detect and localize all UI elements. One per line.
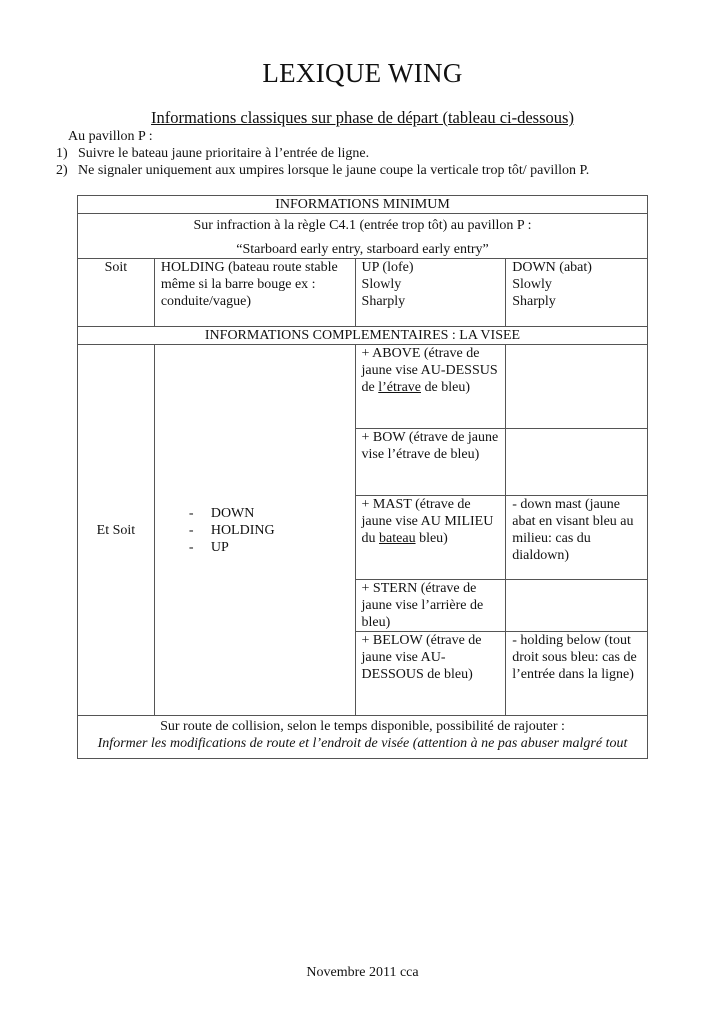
mast-cell: + MAST (étrave de jaune vise AU MILIEU du bateau bleu)	[355, 496, 506, 580]
stern-note	[506, 580, 648, 632]
collision-cell	[78, 716, 648, 759]
intro-text: Au pavillon P :	[68, 129, 153, 144]
et-soit-label: Et Soit	[78, 345, 155, 716]
mast-note: - down mast (jaune abat en visant bleu au milieu: cas du dialdown)	[506, 496, 648, 580]
infraction-call: “Starboard early entry, starboard early entry”	[236, 242, 489, 257]
collision-advice: Informer les modifications de route et l’endroit de visée (attention à ne pas abuser malgré tout	[97, 736, 628, 751]
list-item-down: - DOWN	[189, 505, 349, 522]
list-number: 2)	[56, 163, 68, 178]
direction-list	[161, 505, 349, 556]
subtitle: Informations classiques sur phase de départ (tableau ci-dessous)	[151, 108, 574, 127]
bow-note	[506, 429, 648, 496]
below-note: - holding below (tout droit sous bleu: cas de l’entrée dans la ligne)	[506, 632, 648, 716]
above-cell: + ABOVE (étrave de jaune vise AU-DESSUS de l’étrave de bleu)	[355, 345, 506, 429]
soit-label: Soit	[78, 259, 155, 327]
stern-cell: + STERN (étrave de jaune vise l’arrière de bleu)	[355, 580, 506, 632]
lexique-table	[77, 195, 648, 759]
up-sharply: Sharply	[361, 294, 406, 309]
up-slowly: Slowly	[361, 277, 402, 292]
down-sharply: Sharply	[512, 294, 556, 309]
direction-cell	[154, 345, 355, 716]
instruction-list	[56, 145, 589, 179]
list-text: Ne signaler uniquement aux umpires lorsque le jaune coupe la verticale trop tôt/ pavillon P.	[78, 163, 590, 178]
list-number: 1)	[56, 146, 68, 161]
up-cell	[355, 259, 506, 327]
infraction-rule: Sur infraction à la règle C4.1 (entrée trop tôt) au pavillon P :	[193, 218, 532, 233]
bow-cell: + BOW (étrave de jaune vise l’étrave de bleu)	[355, 429, 506, 496]
page-title: LEXIQUE WING	[262, 58, 463, 88]
header-complementaires: INFORMATIONS COMPLEMENTAIRES : LA VISEE	[78, 327, 648, 345]
header-minimum: INFORMATIONS MINIMUM	[78, 196, 648, 214]
below-cell: + BELOW (étrave de jaune vise AU-DESSOUS de bleu)	[355, 632, 506, 716]
page-footer: Novembre 2011 cca	[306, 965, 419, 980]
list-item	[56, 145, 589, 162]
list-item-holding: - HOLDING	[189, 522, 349, 539]
down-label: DOWN (abat)	[512, 260, 592, 275]
collision-text: Sur route de collision, selon le temps disponible, possibilité de rajouter :	[160, 719, 565, 734]
list-item-up: - UP	[189, 539, 349, 556]
list-item	[56, 162, 589, 179]
holding-cell: HOLDING (bateau route stable même si la barre bouge ex : conduite/vague)	[154, 259, 355, 327]
infraction-cell	[78, 214, 648, 259]
above-note	[506, 345, 648, 429]
down-slowly: Slowly	[512, 277, 552, 292]
down-cell	[506, 259, 648, 327]
up-label: UP (lofe)	[361, 260, 414, 275]
list-text: Suivre le bateau jaune prioritaire à l’entrée de ligne.	[78, 146, 370, 161]
